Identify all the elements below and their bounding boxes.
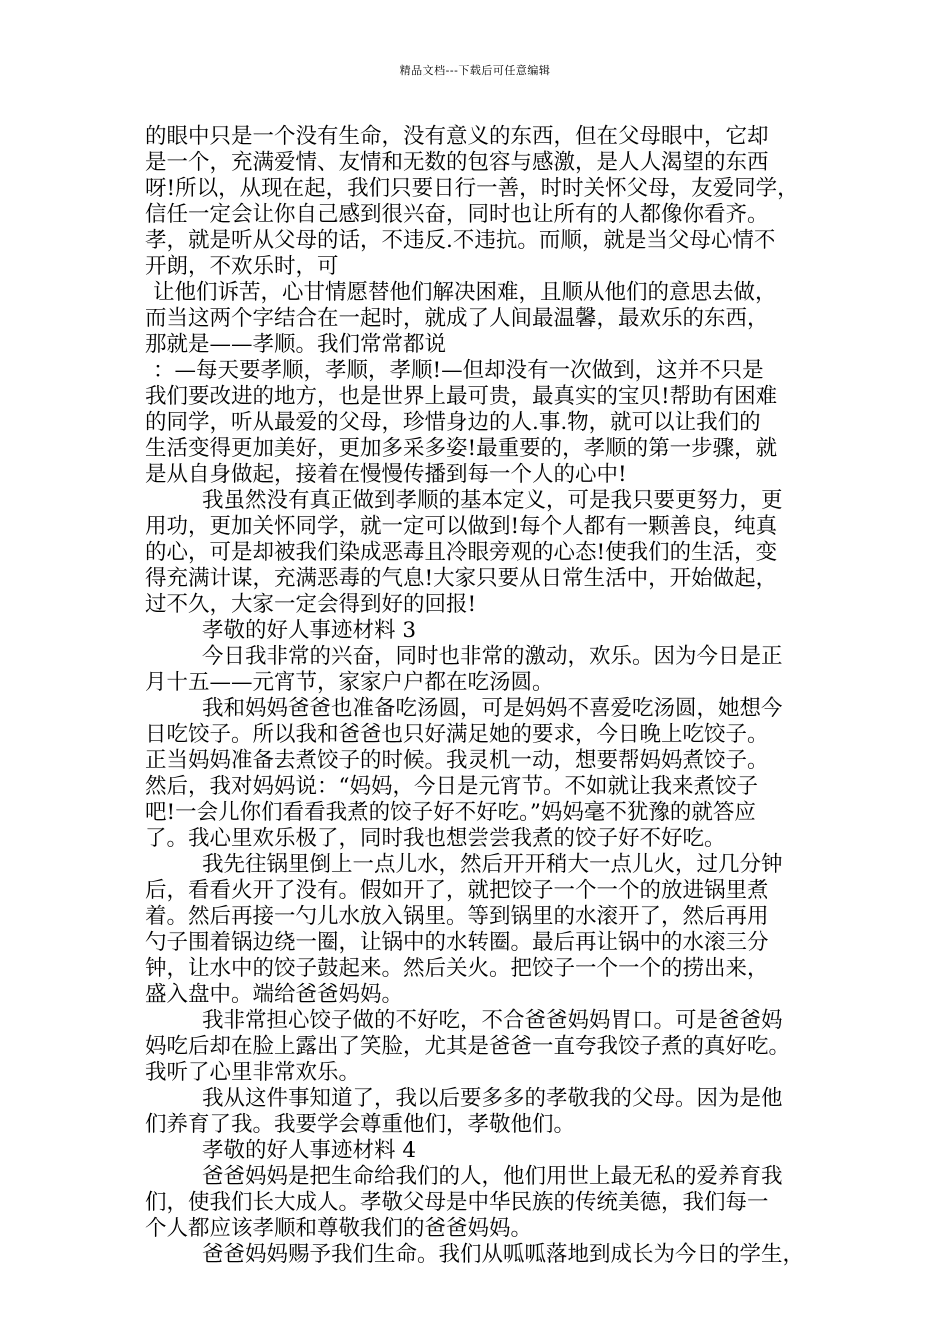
section-heading: 孝敬的好人事迹材料 4 [202, 1138, 417, 1163]
text-line: 而当这两个字结合在一起时，就成了人间最温馨，最欢乐的东西， [145, 306, 769, 331]
text-line: 日吃饺子。所以我和爸爸也只好满足她的要求，今日晚上吃饺子。 [145, 722, 769, 747]
text-line: 月十五——元宵节，家家户户都在吃汤圆。 [145, 670, 554, 695]
text-line: 了。我心里欢乐极了，同时我也想尝尝我煮的饺子好不好吃。 [145, 826, 726, 851]
text-line: 然后，我对妈妈说：“妈妈，今日是元宵节。不如就让我来煮饺子 [145, 774, 758, 799]
text-line: 得充满计谋，充满恶毒的气息!大家只要从日常生活中，开始做起， [145, 566, 778, 591]
text-line: 是一个，充满爱情、友情和无数的包容与感激，是人人渴望的东西 [145, 150, 769, 175]
text-line: 我虽然没有真正做到孝顺的基本定义，可是我只要更努力，更 [202, 488, 783, 513]
text-line: 让他们诉苦，心甘情愿替他们解决困难，且顺从他们的意思去做， [153, 280, 777, 305]
text-line: 着。然后再接一勺儿水放入锅里。等到锅里的水滚开了，然后再用 [145, 904, 769, 929]
text-line: 是从自身做起，接着在慢慢传播到每一个人的心中! [145, 462, 627, 487]
text-line: 盛入盘中。端给爸爸妈妈。 [145, 982, 404, 1007]
text-line: 们养育了我。我要学会尊重他们，孝敬他们。 [145, 1112, 576, 1137]
text-line: 我和妈妈爸爸也准备吃汤圆，可是妈妈不喜爱吃汤圆，她想今 [202, 696, 783, 721]
text-line: 们，使我们长大成人。孝敬父母是中华民族的传统美德，我们每一 [145, 1190, 769, 1215]
text-line: 生活变得更加美好，更加多采多姿!最重要的，孝顺的第一步骤，就 [145, 436, 778, 461]
text-line: ：—每天要孝顺，孝顺，孝顺!—但却没有一次做到，这并不只是 [153, 358, 764, 383]
text-line: 孝，就是听从父母的话，不违反.不违抗。而顺，就是当父母心情不 [145, 228, 776, 253]
text-line: 那就是——孝顺。我们常常都说 [145, 332, 447, 357]
text-line: 信任一定会让你自己感到很兴奋，同时也让所有的人都像你看齐。 [145, 202, 769, 227]
text-line: 吧!一会儿你们看看我煮的饺子好不好吃。”妈妈毫不犹豫的就答应 [145, 800, 756, 825]
text-line: 呀!所以，从现在起，我们只要日行一善，时时关怀父母，友爱同学， [145, 176, 799, 201]
text-line: 我非常担心饺子做的不好吃，不合爸爸妈妈胃口。可是爸爸妈 [202, 1008, 783, 1033]
text-line: 后，看看火开了没有。假如开了，就把饺子一个一个的放进锅里煮 [145, 878, 769, 903]
text-line: 的心，可是却被我们染成恶毒且冷眼旁观的心态!使我们的生活，变 [145, 540, 778, 565]
text-line: 勺子围着锅边绕一圈，让锅中的水转圈。最后再让锅中的水滚三分 [145, 930, 769, 955]
text-line: 我们要改进的地方，也是世界上最可贵，最真实的宝贝!帮助有困难 [145, 384, 778, 409]
text-line: 过不久，大家一定会得到好的回报! [145, 592, 477, 617]
section-heading: 孝敬的好人事迹材料 3 [202, 618, 417, 643]
text-line: 开朗，不欢乐时，可 [145, 254, 339, 279]
text-line: 我从这件事知道了，我以后要多多的孝敬我的父母。因为是他 [202, 1086, 783, 1111]
text-line: 我听了心里非常欢乐。 [145, 1060, 361, 1085]
text-line: 妈吃后却在脸上露出了笑脸，尤其是爸爸一直夸我饺子煮的真好吃。 [145, 1034, 791, 1059]
text-line: 爸爸妈妈是把生命给我们的人，他们用世上最无私的爱养育我 [202, 1164, 783, 1189]
text-line: 正当妈妈准备去煮饺子的时候。我灵机一动，想要帮妈妈煮饺子。 [145, 748, 769, 773]
document-body [145, 124, 825, 1268]
text-line: 个人都应该孝顺和尊敬我们的爸爸妈妈。 [145, 1216, 533, 1241]
text-line: 的同学，听从最爱的父母，珍惜身边的人.事.物，就可以让我们的 [145, 410, 761, 435]
text-line: 爸爸妈妈赐予我们生命。我们从呱呱落地到成长为今日的学生， [202, 1242, 805, 1267]
text-line: 我先往锅里倒上一点儿水，然后开开稍大一点儿火，过几分钟 [202, 852, 783, 877]
text-line: 用功，更加关怀同学，就一定可以做到!每个人都有一颗善良，纯真 [145, 514, 778, 539]
text-line: 今日我非常的兴奋，同时也非常的激动，欢乐。因为今日是正 [202, 644, 783, 669]
page-header: 精品文档---下载后可任意编辑 [399, 64, 551, 77]
text-line: 的眼中只是一个没有生命，没有意义的东西，但在父母眼中，它却 [145, 124, 769, 149]
text-line: 钟，让水中的饺子鼓起来。然后关火。把饺子一个一个的捞出来， [145, 956, 769, 981]
